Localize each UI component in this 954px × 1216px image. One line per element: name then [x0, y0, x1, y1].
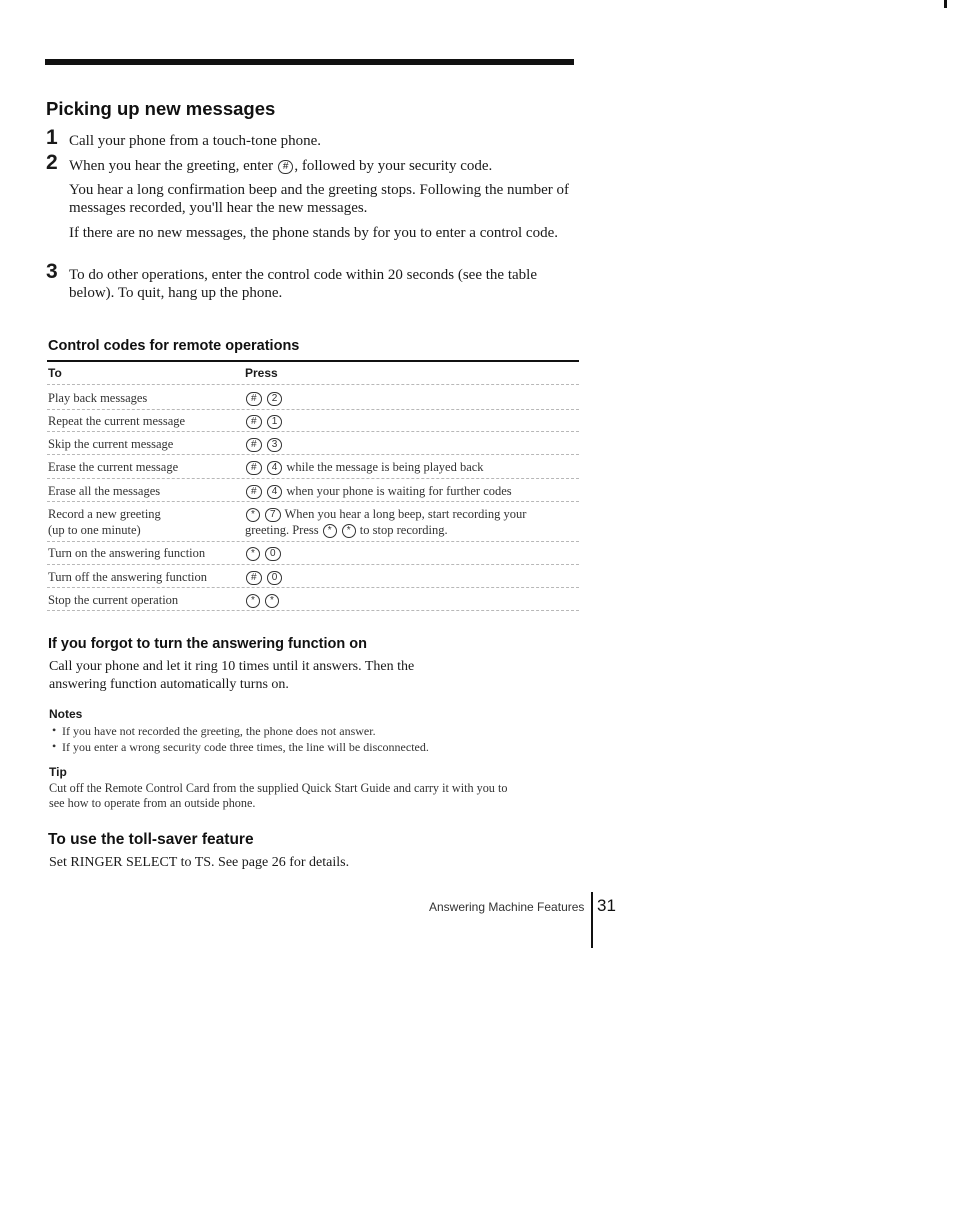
step-2-detail: You hear a long confirmation beep and the greeting stops. Following the number of messages recorded, you'll hear the new messages. — [69, 182, 570, 216]
tip-heading: Tip — [49, 765, 67, 779]
section-title: Picking up new messages — [46, 98, 276, 119]
notes-heading: Notes — [49, 707, 83, 721]
row-press — [245, 569, 575, 585]
row-action: Skip the current message — [48, 437, 174, 451]
key-icon: 1 — [267, 415, 283, 429]
note-text: If you enter a wrong security code three times, the line will be disconnected. — [62, 740, 429, 754]
row-action-line1: Record a new greeting — [48, 507, 161, 521]
row-divider — [47, 587, 579, 588]
row-divider — [47, 384, 579, 385]
row-action: Turn off the answering function — [48, 570, 208, 584]
key-icon: # — [246, 392, 262, 406]
row-action — [48, 506, 238, 538]
pound-key-icon: # — [278, 160, 294, 174]
corner-crop-mark — [944, 0, 947, 8]
bullet-icon: • — [52, 723, 57, 737]
forgot-text: Call your phone and let it ring 10 times until it answers. Then the answering function automatically turns on. — [49, 659, 415, 692]
step-number: 1 — [46, 126, 58, 149]
row-note: while the message is being played back — [286, 460, 484, 474]
step-2-no-messages: If there are no new messages, the phone stands by for you to enter a control code. — [69, 225, 559, 241]
key-icon: * — [246, 547, 260, 561]
key-icon: * — [323, 524, 337, 538]
step-text-before: When you hear the greeting, enter — [69, 158, 274, 174]
key-icon: 0 — [267, 571, 283, 585]
row-divider — [47, 564, 579, 565]
step-text — [69, 157, 579, 175]
key-icon: # — [246, 485, 262, 499]
key-icon: * — [246, 594, 260, 608]
key-icon: 3 — [267, 438, 283, 452]
row-press — [245, 459, 575, 475]
row-note-2-after: to stop recording. — [359, 523, 448, 537]
tip-text: Cut off the Remote Control Card from the supplied Quick Start Guide and carry it with you to see how to operate from an outside phone. — [49, 781, 508, 810]
footer-divider — [591, 892, 593, 948]
step-text-after: , followed by your security code. — [294, 158, 493, 174]
row-divider — [47, 409, 579, 410]
row-action: Erase all the messages — [48, 484, 161, 498]
key-icon: * — [246, 508, 260, 522]
row-action: Repeat the current message — [48, 414, 186, 428]
row-press — [245, 483, 575, 499]
note-text: If you have not recorded the greeting, the phone does not answer. — [62, 724, 376, 738]
row-action: Stop the current operation — [48, 593, 179, 607]
row-action: Turn on the answering function — [48, 546, 206, 560]
row-action: Play back messages — [48, 391, 148, 405]
row-press — [245, 592, 575, 608]
row-action-line2: (up to one minute) — [48, 523, 141, 537]
key-icon: # — [246, 438, 262, 452]
footer-section-label: Answering Machine Features — [429, 900, 585, 914]
step-number: 3 — [46, 260, 58, 283]
key-icon: 7 — [265, 508, 281, 522]
column-header-press: Press — [245, 366, 278, 380]
step-number: 2 — [46, 151, 58, 174]
tollsaver-text: Set RINGER SELECT to TS. See page 26 for details. — [49, 855, 350, 870]
key-icon: # — [246, 415, 262, 429]
step-text: To do other operations, enter the control code within 20 seconds (see the table below). To quit, hang up the phone. — [69, 267, 537, 301]
tollsaver-heading: To use the toll-saver feature — [48, 831, 254, 848]
step-text: Call your phone from a touch-tone phone. — [69, 133, 322, 149]
row-press — [245, 436, 575, 452]
row-divider — [47, 478, 579, 479]
row-divider — [47, 501, 579, 502]
key-icon: * — [342, 524, 356, 538]
bullet-icon: • — [52, 739, 57, 753]
key-icon: 2 — [267, 392, 283, 406]
key-icon: # — [246, 461, 262, 475]
row-divider — [47, 454, 579, 455]
row-divider — [47, 610, 579, 611]
key-icon: * — [265, 594, 279, 608]
key-icon: 4 — [267, 485, 283, 499]
row-action: Erase the current message — [48, 460, 179, 474]
page-number: 31 — [597, 896, 616, 915]
row-divider — [47, 541, 579, 542]
key-icon: 0 — [265, 547, 281, 561]
row-note-2-before: greeting. Press — [245, 523, 319, 537]
row-note: when your phone is waiting for further codes — [286, 484, 512, 498]
row-press — [245, 545, 575, 561]
row-divider — [47, 431, 579, 432]
table-top-rule — [47, 360, 579, 362]
key-icon: # — [246, 571, 262, 585]
row-press — [245, 506, 575, 538]
forgot-heading: If you forgot to turn the answering function on — [48, 636, 367, 652]
column-header-to: To — [48, 366, 62, 380]
top-rule — [45, 59, 574, 65]
table-title: Control codes for remote operations — [48, 338, 300, 354]
row-press — [245, 390, 575, 406]
row-press — [245, 413, 575, 429]
row-note: When you hear a long beep, start recording your — [284, 507, 527, 521]
key-icon: 4 — [267, 461, 283, 475]
